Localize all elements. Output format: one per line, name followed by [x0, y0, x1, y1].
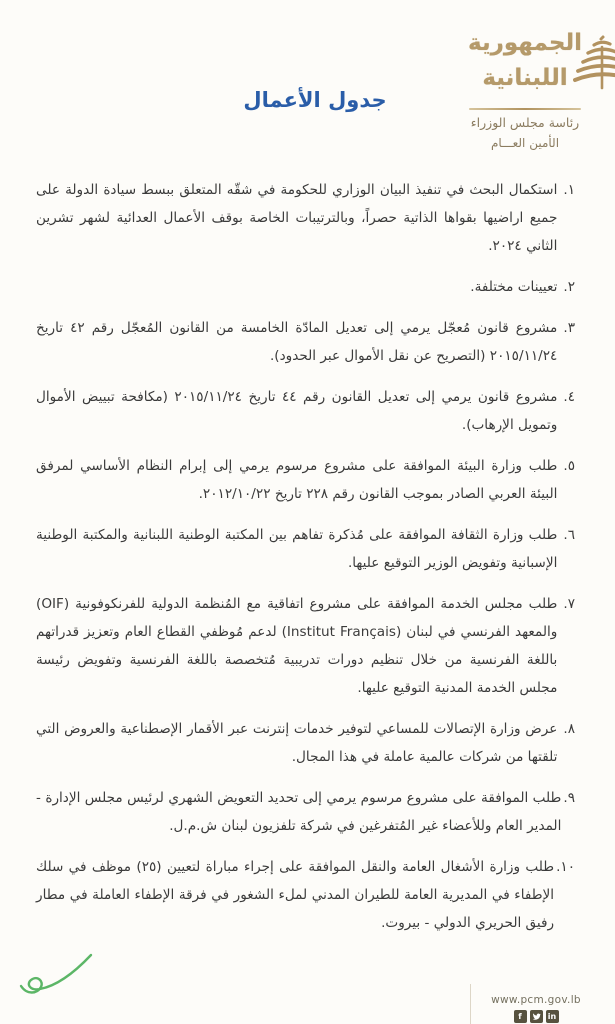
agenda-item-number: ٩. [563, 790, 575, 806]
agenda-item-text: طلب وزارة الأشغال العامة والنقل الموافقة على إجراء مباراة لتعيين (٢٥) موظف في سلك الإطفاء في المديرية العامة للطيران المدني لملء الشغور في فرقة الإطفاء العاملة في مطار رفيق الحريري الدولي - بيروت. [36, 859, 555, 931]
lebanese-republic-emblem-text [467, 26, 583, 95]
agenda-item-number: ٢. [563, 279, 575, 295]
agenda-item-text: طلب وزارة الثقافة الموافقة على مُذكرة تفاهم بين المكتبة الوطنية اللبنانية والمكتبة الوطنية الإسبانية وتفويض الوزير التوقيع عليها. [36, 527, 558, 571]
agenda-item-text: مشروع قانون يرمي إلى تعديل القانون رقم ٤٤ تاريخ ٢٠١٥/١١/٢٤ (مكافحة تبييض الأموال وتمويل الإرهاب). [36, 389, 558, 433]
agenda-item-number: ٨. [563, 721, 575, 737]
agenda-item-number: ١٠. [556, 859, 575, 875]
agenda-item-number: ٤. [563, 389, 575, 405]
cedar-tree-icon [573, 32, 615, 98]
agenda-item-6 [36, 521, 575, 577]
agenda-item-text: طلب الموافقة على مشروع مرسوم يرمي إلى تحديد التعويض الشهري لرئيس مجلس الإدارة - المدير العام وللأعضاء غير المُتفرغين في شركة تلفزيون لبنان ش.م.ل. [36, 790, 562, 834]
agenda-item-text: طلب مجلس الخدمة الموافقة على مشروع اتفاقية مع المُنظمة الدولية للفرنكوفونية (OIF) والمعهد الفرنسي في لبنان (Institut Français) لدعم مُوظفي القطاع العام وتعزيز قدراتهم باللغة الفرنسية من خلال تنظيم دورات تدريبية مُتخصصة باللغة الفرنسية وتفويض رئيسة مجلس الخدمة المدنية التوقيع عليها. [36, 596, 558, 696]
agenda-item-8 [36, 715, 575, 771]
agenda-item-4 [36, 383, 575, 439]
linkedin-icon: in [546, 1010, 559, 1023]
agenda-item-number: ١. [563, 182, 575, 198]
page-title: جدول الأعمال [243, 88, 387, 112]
agenda-item-text: مشروع قانون مُعجّل يرمي إلى تعديل المادّة الخامسة من القانون المُعجّل رقم ٤٢ تاريخ ٢٠١٥/١١/٢٤ (التصريح عن نقل الأموال عبر الحدود). [36, 320, 558, 364]
agenda-list [36, 176, 575, 950]
agenda-item-text: عرض وزارة الإتصالات للمساعي لتوفير خدمات إنترنت عبر الأقمار الإصطناعية والعروض التي تلقتها من شركات عالمية عاملة في هذا المجال. [36, 721, 558, 765]
social-icons [478, 1010, 594, 1023]
agenda-item-number: ٦. [563, 527, 575, 543]
agenda-item-number: ٣. [563, 320, 575, 336]
agenda-item-1 [36, 176, 575, 260]
agenda-item-text: استكمال البحث في تنفيذ البيان الوزاري للحكومة في شقّه المتعلق ببسط سيادة الدولة على جميع اراضيها بقواها الذاتية حصراً، وبالترتيبات الخاصة بوقف الأعمال العدائية لشهر تشرين الثاني ٢٠٢٤. [36, 182, 558, 254]
secretary-general-label: الأمين العـــام [490, 136, 560, 150]
presidency-of-council-of-ministers-label: رئاسة مجلس الوزراء [470, 115, 580, 130]
footer-divider [470, 984, 471, 1024]
green-pen-mark [18, 950, 96, 1006]
agenda-item-3 [36, 314, 575, 370]
website-url: www.pcm.gov.lb [491, 994, 581, 1006]
agenda-item-9 [36, 784, 575, 840]
agenda-item-number: ٧. [563, 596, 575, 612]
emblem-line2: اللبنانية [482, 64, 568, 91]
agenda-item-5 [36, 452, 575, 508]
footer [478, 994, 594, 1023]
agenda-item-2 [36, 273, 575, 301]
agenda-item-text: تعيينات مختلفة. [470, 279, 558, 295]
agenda-item-text: طلب وزارة البيئة الموافقة على مشروع مرسوم يرمي إلى إبرام النظام الأساسي لمرفق البيئة العربي الصادر بموجب القانون رقم ٢٢٨ تاريخ ٢٠١٢/١٠/٢٢. [36, 458, 558, 502]
facebook-icon: f [514, 1010, 527, 1023]
emblem-divider-rule [469, 108, 581, 110]
twitter-icon [530, 1010, 543, 1023]
agenda-item-7 [36, 590, 575, 702]
emblem-line1: الجمهورية [468, 30, 582, 56]
agenda-item-10 [36, 853, 575, 937]
agenda-item-number: ٥. [563, 458, 575, 474]
